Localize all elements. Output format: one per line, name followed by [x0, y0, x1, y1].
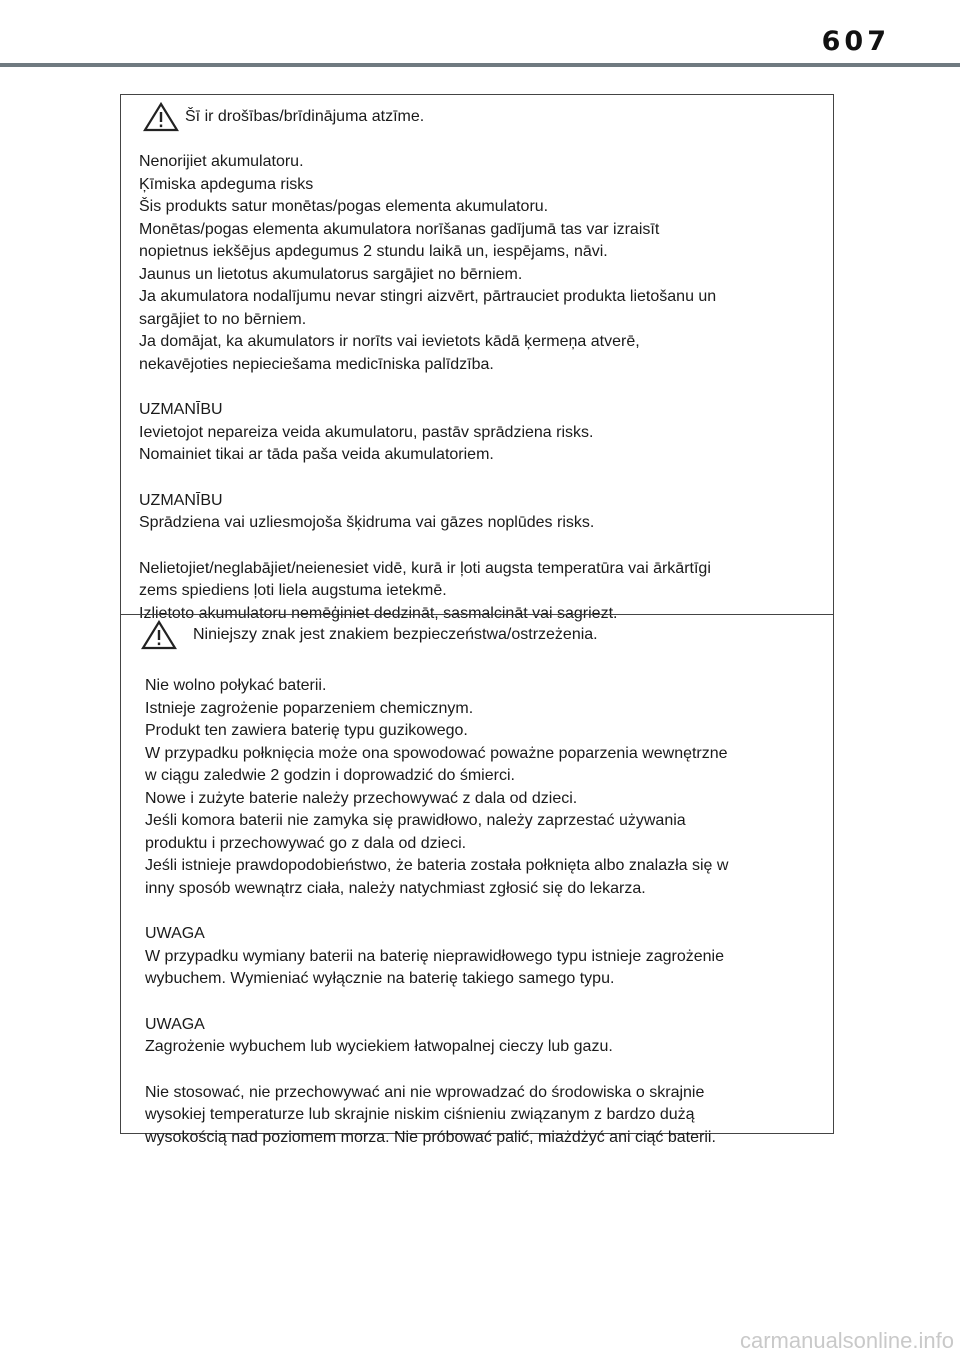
warning-paragraph: [145, 1014, 823, 1059]
header-rule: [0, 63, 960, 67]
warning-paragraph: [145, 675, 823, 900]
text-line: wysokością nad poziomem morza. Nie próbować palić, miażdżyć ani ciąć baterii.: [145, 1128, 716, 1146]
warning-triangle-icon: [143, 102, 179, 132]
text-line: Zagrożenie wybuchem lub wyciekiem łatwopalnej cieczy lub gazu.: [145, 1038, 613, 1055]
section-body: [145, 675, 823, 1149]
warning-paragraph: [145, 1082, 823, 1150]
text-line: Izlietoto akumulatoru nemēģiniet dedzināt, sasmalcināt vai sagriezt.: [139, 604, 618, 622]
section-body: [139, 151, 823, 625]
text-line: Ievietojot nepareiza veida akumulatoru, pastāv sprādziena risks.: [139, 423, 594, 441]
text-line: UZMANĪBU: [139, 491, 223, 509]
text-line: UWAGA: [145, 1015, 205, 1033]
text-line: Ķīmiska apdeguma risks: [139, 175, 314, 193]
text-line: wysokiej temperaturze lub skrajnie niskim ciśnieniu związanym z bardzo dużą: [145, 1106, 695, 1123]
text-line: Ja domājat, ka akumulators ir norīts vai ievietots kādā ķermeņa atverē,: [139, 333, 640, 350]
text-line: nekavējoties nepieciešama medicīniska palīdzība.: [139, 355, 494, 373]
text-line: W przypadku wymiany baterii na baterię nieprawidłowego typu istnieje zagrożenie: [145, 947, 724, 965]
section-heading: [141, 615, 823, 655]
warning-triangle-icon: [141, 620, 177, 650]
text-line: Jeśli komora baterii nie zamyka się prawidłowo, należy zaprzestać używania: [145, 812, 686, 829]
text-line: Nomainiet tikai ar tāda paša veida akumulatoriem.: [139, 446, 494, 463]
text-line: Šis produkts satur monētas/pogas elementa akumulatoru.: [139, 198, 549, 215]
text-line: nopietnus iekšējus apdegumus 2 stundu laikā un, iespējams, nāvi.: [139, 243, 608, 260]
text-line: Monētas/pogas elementa akumulatora norīšanas gadījumā tas var izraisīt: [139, 220, 660, 238]
warning-paragraph: [139, 151, 823, 376]
page-number: 607: [821, 26, 890, 57]
text-line: sargājiet to no bērniem.: [139, 310, 307, 328]
text-line: inny sposób wewnątrz ciała, należy natychmiast zgłosić się do lekarza.: [145, 879, 646, 897]
warning-paragraph: [145, 923, 823, 991]
watermark: carmanualsonline.info: [739, 1328, 954, 1353]
text-line: Produkt ten zawiera baterię typu guzikowego.: [145, 722, 468, 739]
warning-box: [120, 94, 834, 1146]
text-line: Nie wolno połykać baterii.: [145, 677, 327, 694]
text-line: Nelietojiet/neglabājiet/neienesiet vidē, kurā ir ļoti augsta temperatūra vai ārkārtīgi: [139, 559, 711, 577]
section-heading-text: Šī ir drošības/brīdinājuma atzīme.: [185, 108, 425, 125]
text-line: Jaunus un lietotus akumulatorus sargājiet no bērniem.: [139, 265, 523, 283]
text-line: produktu i przechowywać go z dala od dzieci.: [145, 834, 467, 852]
text-line: Nenorijiet akumulatoru.: [139, 153, 304, 170]
warning-paragraph: [139, 399, 823, 467]
text-line: Nie stosować, nie przechowywać ani nie wprowadzać do środowiska o skrajnie: [145, 1083, 705, 1101]
text-line: Istnieje zagrożenie poparzeniem chemicznym.: [145, 699, 474, 717]
warning-paragraph: [139, 490, 823, 535]
text-line: w ciągu zaledwie 2 godzin i doprowadzić do śmierci.: [145, 767, 515, 784]
text-line: wybuchem. Wymieniać wyłącznie na baterię takiego samego typu.: [145, 970, 615, 987]
text-line: Nowe i zużyte baterie należy przechowywać z dala od dzieci.: [145, 789, 578, 807]
text-line: UWAGA: [145, 925, 205, 942]
text-line: Jeśli istnieje prawdopodobieństwo, że bateria została połknięta albo znalazła się w: [145, 857, 729, 874]
section-heading-text: Niniejszy znak jest znakiem bezpieczeństwa/ostrzeżenia.: [193, 626, 598, 643]
text-line: W przypadku połknięcia może ona spowodować poważne poparzenia wewnętrzne: [145, 744, 728, 762]
warning-section-latvian: [121, 97, 833, 622]
text-line: zems spiediens ļoti liela augstuma ietekmē.: [139, 582, 447, 599]
text-line: Sprādziena vai uzliesmojoša šķidruma vai gāzes noplūdes risks.: [139, 514, 595, 531]
text-line: Ja akumulatora nodalījumu nevar stingri aizvērt, pārtrauciet produkta lietošanu un: [139, 288, 717, 305]
text-line: UZMANĪBU: [139, 401, 223, 418]
warning-section-polish: [121, 614, 833, 1146]
section-heading: [143, 97, 823, 137]
